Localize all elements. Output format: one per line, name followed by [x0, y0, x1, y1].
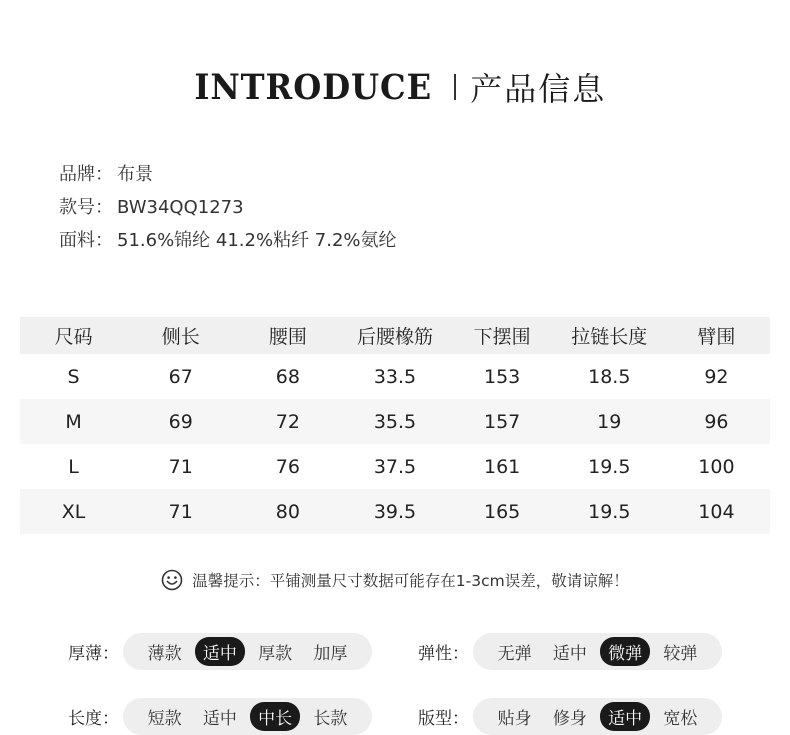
table-cell: 92 — [704, 365, 729, 388]
table-cell: 19.5 — [588, 500, 631, 523]
attr-label: 长度： — [68, 709, 119, 729]
table-cell: 161 — [484, 455, 521, 478]
attr-label: 厚薄： — [68, 644, 119, 664]
table-cell: 153 — [484, 365, 521, 388]
table-cell: 19 — [597, 410, 622, 433]
info-brand-key: 品牌： — [59, 164, 113, 185]
header-side-length: 侧长 — [161, 326, 200, 348]
table-cell: 39.5 — [373, 500, 417, 523]
attr-thickness — [68, 633, 372, 670]
table-cell: L — [68, 455, 79, 478]
measurement-tip — [0, 568, 790, 592]
attr-option: 适中 — [552, 644, 587, 664]
attr-label: 弹性： — [418, 644, 469, 664]
size-table — [20, 317, 770, 534]
table-cell: 71 — [168, 500, 193, 523]
header-waist: 腰围 — [268, 326, 307, 348]
table-cell: 19.5 — [588, 455, 631, 478]
table-cell: 76 — [275, 455, 300, 478]
table-cell: 157 — [484, 410, 521, 433]
table-cell: 71 — [168, 455, 193, 478]
header-divider — [454, 74, 456, 100]
table-cell: 96 — [704, 410, 729, 433]
smiley-icon — [161, 569, 183, 591]
header-hem: 下摆围 — [473, 326, 531, 348]
attr-options — [123, 633, 372, 670]
table-row — [20, 399, 770, 444]
table-cell: 35.5 — [373, 410, 417, 433]
info-fabric — [59, 224, 397, 257]
attr-option: 厚款 — [258, 644, 293, 664]
info-brand — [59, 158, 397, 191]
attr-label: 版型： — [418, 709, 469, 729]
size-table-header-row — [20, 317, 770, 354]
attr-options — [473, 698, 722, 735]
attr-option: 较弹 — [663, 644, 698, 664]
info-style-key: 款号： — [59, 197, 113, 218]
table-row — [20, 444, 770, 489]
table-cell: S — [67, 365, 80, 388]
attr-option: 薄款 — [147, 644, 182, 664]
tip-text: 温馨提示：平铺测量尺寸数据可能存在1-3cm误差，敬请谅解！ — [192, 572, 629, 590]
table-cell: 104 — [698, 500, 735, 523]
info-brand-value: 布景 — [117, 164, 153, 185]
table-cell: 72 — [275, 410, 300, 433]
attr-option: 加厚 — [313, 644, 348, 664]
attr-option: 短款 — [147, 709, 182, 729]
table-cell: 67 — [168, 365, 193, 388]
attr-option: 宽松 — [663, 709, 698, 729]
attr-elasticity — [418, 633, 722, 670]
table-cell: 100 — [698, 455, 735, 478]
table-row — [20, 354, 770, 399]
header-back-elastic: 后腰橡筋 — [356, 326, 433, 348]
table-cell: 33.5 — [373, 365, 417, 388]
attr-option: 修身 — [552, 709, 587, 729]
attr-option-selected: 微弹 — [600, 637, 650, 666]
attr-fit — [418, 698, 722, 735]
attr-options — [123, 698, 372, 735]
product-info — [59, 158, 397, 257]
attr-option: 无弹 — [497, 644, 532, 664]
attr-options — [473, 633, 722, 670]
table-cell: 69 — [168, 410, 193, 433]
attr-length — [68, 698, 372, 735]
table-cell: 18.5 — [588, 365, 631, 388]
table-cell: 68 — [275, 365, 300, 388]
attr-option: 贴身 — [497, 709, 532, 729]
header-arm: 臂围 — [697, 326, 736, 348]
page-header — [0, 62, 790, 112]
attr-option-selected: 适中 — [600, 702, 650, 731]
info-style-number — [59, 191, 397, 224]
table-cell: 165 — [484, 500, 521, 523]
attr-option: 长款 — [313, 709, 348, 729]
table-row — [20, 489, 770, 534]
info-style-value: BW34QQ1273 — [117, 197, 244, 218]
attr-option: 适中 — [202, 709, 237, 729]
header-size: 尺码 — [54, 326, 93, 348]
info-fabric-value: 51.6%锦纶 41.2%粘纤 7.2%氨纶 — [117, 230, 397, 251]
info-fabric-key: 面料： — [59, 230, 113, 251]
attr-option-selected: 适中 — [195, 637, 245, 666]
table-cell: 37.5 — [373, 455, 417, 478]
attr-option-selected: 中长 — [250, 702, 300, 731]
table-cell: 80 — [275, 500, 300, 523]
header-title-cn: 产品信息 — [470, 70, 607, 108]
table-cell: XL — [61, 500, 86, 523]
table-cell: M — [65, 410, 82, 433]
header-title-en: INTRODUCE — [194, 66, 432, 108]
header-zipper-length: 拉链长度 — [571, 326, 648, 348]
